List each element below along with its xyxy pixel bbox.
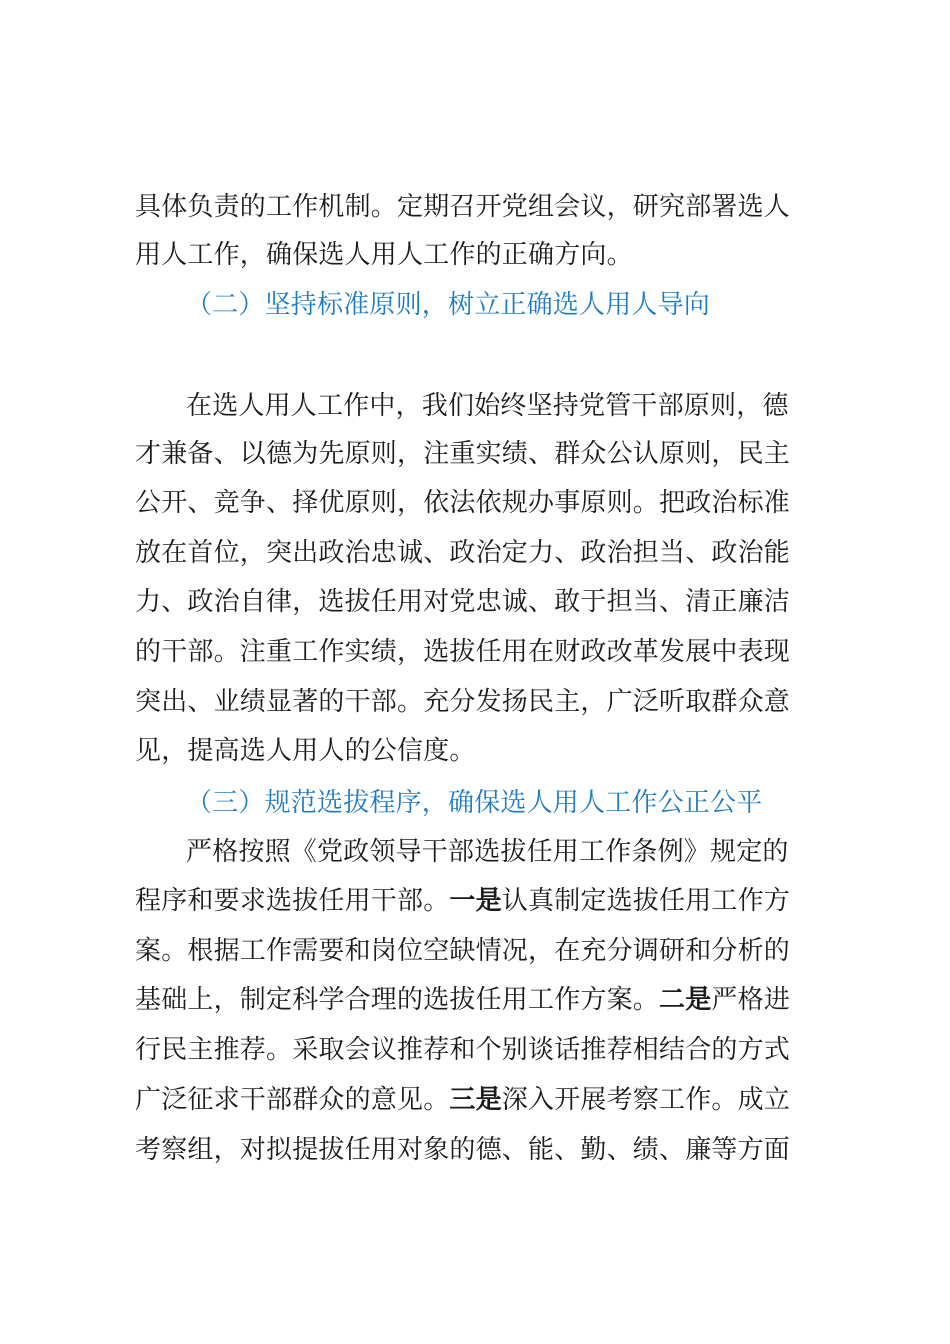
text-run: 严格进 [711,985,791,1015]
paragraph-line: 放在首位，突出政治忠诚、政治定力、政治担当、政治能 [135,538,791,568]
section-heading-2: （二）坚持标准原则，树立正确选人用人导向 [186,290,711,320]
section-heading-3: （三）规范选拔程序，确保选人用人工作公正公平 [186,788,763,818]
paragraph-line: 才兼备、以德为先原则，注重实绩、群众公认原则，民主 [135,439,791,469]
paragraph-line: 用人工作，确保选人用人工作的正确方向。 [135,240,633,270]
paragraph-line: 案。根据工作需要和岗位空缺情况，在充分调研和分析的 [135,936,791,966]
emphasis-run: 一是 [449,886,502,916]
paragraph-line [135,983,835,1017]
paragraph-line: 具体负责的工作机制。定期召开党组会议，研究部署选人 [135,192,791,222]
text-run: 认真制定选拔任用工作方 [501,886,791,916]
paragraph-line [135,1083,835,1117]
paragraph-line: 力、政治自律，选拔任用对党忠诚、敢于担当、清正廉洁 [135,587,791,617]
paragraph-line: 突出、业绩显著的干部。充分发扬民主，广泛听取群众意 [135,687,791,717]
text-run: 程序和要求选拔任用干部。 [135,886,450,916]
paragraph-line [135,884,835,918]
text-run: 深入开展考察工作。成立 [501,1085,791,1115]
paragraph-line: 行民主推荐。采取会议推荐和个别谈话推荐相结合的方式 [135,1035,791,1065]
emphasis-run: 二是 [659,985,712,1015]
paragraph-line: 在选人用人工作中，我们始终坚持党管干部原则，德 [186,391,789,421]
text-run: 广泛征求干部群众的意见。 [135,1085,450,1115]
text-run: 基础上，制定科学合理的选拔任用工作方案。 [135,985,660,1015]
paragraph-line: 考察组，对拟提拔任用对象的德、能、勤、绩、廉等方面 [135,1135,791,1165]
paragraph-line: 严格按照《党政领导干部选拔任用工作条例》规定的 [186,837,789,867]
emphasis-run: 三是 [449,1085,502,1115]
paragraph-line: 见，提高选人用人的公信度。 [135,736,476,766]
paragraph-line: 公开、竞争、择优原则，依法依规办事原则。把政治标准 [135,488,791,518]
paragraph-line: 的干部。注重工作实绩，选拔任用在财政改革发展中表现 [135,637,791,667]
